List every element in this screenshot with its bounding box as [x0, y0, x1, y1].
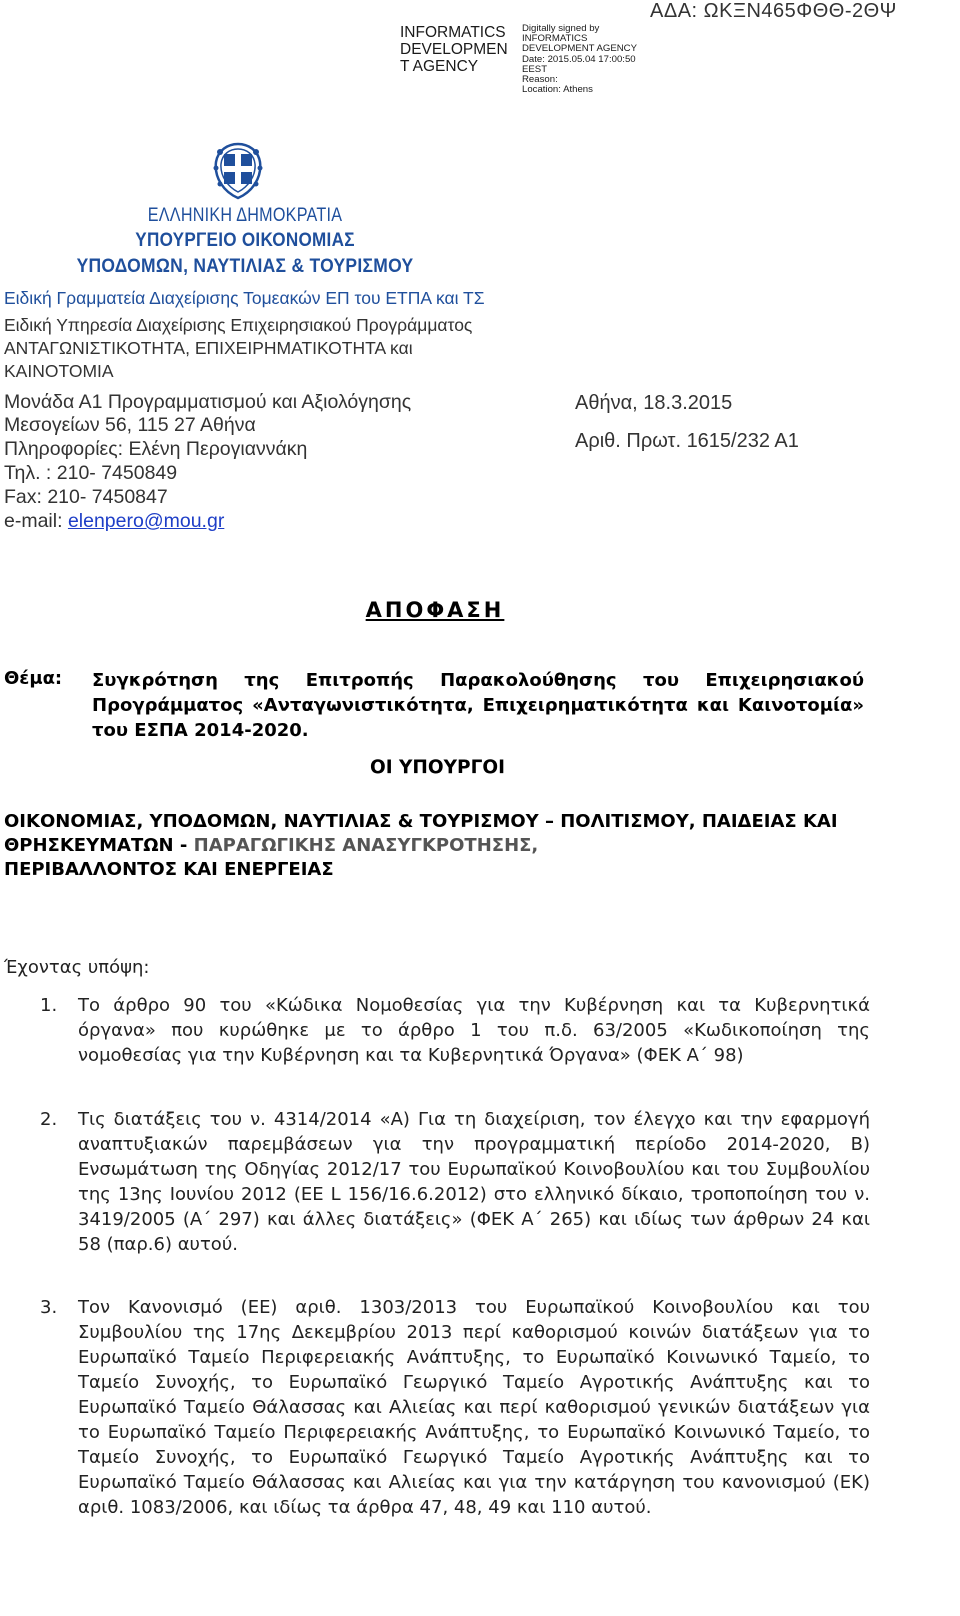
- list-item-text: Τον Κανονισμό (ΕΕ) αριθ. 1303/2013 του Ευρωπαϊκού Κοινοβουλίου και του Συμβουλίου της 17ης Δεκεμβρίου 2013 περί καθορισμού κοινών διατάξεων για το Ευρωπαϊκό Ταμείο Περιφερειακής Ανάπτυξης, το Ευρωπαϊκό Κοινωνικό Ταμείο, το Ταμείο Συνοχής, το Ευρωπαϊκό Γεωργικό Ταμείο Αγροτικής Ανάπτυξης και το Ευρωπαϊκό Ταμείο Θάλασσας και Αλιείας και περί καθορισμού γενικών διατάξεων για το Ευρωπαϊκό Ταμείο Περιφερειακής Ανάπτυξης, το Ευρωπαϊκό Κοινωνικό Ταμείο, το Ταμείο Συνοχής, το Ευρωπαϊκό Γεωργικό Ταμείο Αγροτικής Ανάπτυξης και το Ευρωπαϊκό Ταμείο Θάλασσας και Αλιείας και για την κατάργηση του κανονισμού (ΕΚ) αριθ. 1083/2006, και ιδίως τα άρθρα 47, 48, 49 και 110 αυτού.: [78, 1297, 870, 1518]
- subject-label: Θέμα:: [4, 668, 63, 689]
- sender-secretariat: Ειδική Γραμματεία Διαχείρισης Τομεακών ΕΠ του ΕΤΠΑ και ΤΣ: [4, 288, 485, 308]
- sender-email-line: [4, 510, 224, 533]
- sender-fax: Fax: 210- 7450847: [4, 486, 168, 508]
- signature-details: [522, 24, 642, 95]
- logo-ministry-2: ΥΠΟΔΟΜΩΝ, ΝΑΥΤΙΛΙΑΣ & ΤΟΥΡΙΣΜΟΥ: [76, 256, 414, 277]
- list-item-text: Το άρθρο 90 του «Κώδικα Νομοθεσίας για την Κυβέρνηση και τα Κυβερνητικά όργανα» που κυρώθηκε με το άρθρο 1 του π.δ. 63/2005 «Κωδικοποίηση της νομοθεσίας για την Κυβέρνηση και τα Κυβερνητικά Όργανα» (ΦΕΚ Α΄ 98): [78, 995, 870, 1066]
- list-item-number: 1.: [40, 995, 58, 1016]
- subject-text: Συγκρότηση της Επιτροπής Παρακολούθησης του Επιχειρησιακού Προγράμματος «Ανταγωνιστικότητα, Επιχειρηματικότητα και Καινοτομία» του ΕΣΠΑ 2014-2020.: [92, 670, 864, 741]
- having-regard: Έχοντας υπόψη:: [4, 957, 150, 978]
- signature-reason: Reason:: [522, 74, 558, 86]
- decision-title: ΑΠΟΦΑΣΗ: [365, 598, 505, 622]
- ministers-heading: ΟΙ ΥΠΟΥΡΓΟΙ: [369, 757, 505, 778]
- list-item-number: 2.: [40, 1109, 58, 1130]
- sender-service: Ειδική Υπηρεσία Διαχείρισης Επιχειρησιακού Προγράμματος: [4, 315, 473, 335]
- list-item-text: Τις διατάξεις του ν. 4314/2014 «Α) Για τη διαχείριση, τον έλεγχο και την εφαρμογή αναπτυξιακών παρεμβάσεων για την προγραμματική περίοδο 2014-2020, Β) Ενσωμάτωση της Οδηγίας 2012/17 του Ευρωπαϊκού Κοινοβουλίου και του Συμβουλίου της 13ης Ιουνίου 2012 (ΕΕ L 156/16.6.2012) στο ελληνικό δίκαιο, τροποποίηση του ν. 3419/2005 (Α΄ 297) και άλλες διατάξεις» (ΦΕΚ Α΄ 265) και ιδίως των άρθρων 24 και 58 (παρ.6) αυτού.: [78, 1109, 870, 1255]
- logo-republic: ΕΛΛΗΝΙΚΗ ΔΗΜΟΚΡΑΤΙΑ: [147, 205, 343, 226]
- sender-address: Μεσογείων 56, 115 27 Αθήνα: [4, 414, 256, 436]
- sender-program-2: ΚΑΙΝΟΤΟΜΙΑ: [4, 361, 114, 381]
- list-item: [40, 993, 870, 1068]
- sender-program-1: ΑΝΤΑΓΩΝΙΣΤΙΚΟΤΗΤΑ, ΕΠΙΧΕΙΡΗΜΑΤΙΚΟΤΗΤΑ και: [4, 338, 413, 358]
- signature-tz: EEST: [522, 63, 548, 75]
- protocol-number: Αριθ. Πρωτ. 1615/232 Α1: [575, 430, 799, 452]
- list-item: [40, 1295, 870, 1520]
- ministries-part-2: ΠΑΡΑΓΩΓΙΚΗΣ ΑΝΑΣΥΓΚΡΟΤΗΣΗΣ,: [193, 835, 539, 856]
- email-link[interactable]: elenpero@mou.gr: [67, 510, 225, 532]
- list-item: [40, 1107, 870, 1257]
- list-item-number: 3.: [40, 1297, 58, 1318]
- logo-ministry: ΥΠΟΥΡΓΕΙΟ ΟΙΚΟΝΟΜΙΑΣ: [135, 230, 355, 251]
- signature-signed-by: INFORMATICS DEVELOPMENT AGENCY: [522, 33, 637, 55]
- place-date: Αθήνα, 18.3.2015: [575, 392, 733, 414]
- ministries: [4, 810, 864, 882]
- signature-date: Date: 2015.05.04 17:00:50: [522, 53, 636, 65]
- sender-info: Πληροφορίες: Ελένη Περογιαννάκη: [4, 438, 308, 460]
- sender-email-label: e-mail:: [4, 510, 68, 532]
- greek-emblem-icon: [210, 140, 266, 205]
- signature-signed-by-label: Digitally signed by: [522, 23, 600, 34]
- sender-phone: Τηλ. : 210- 7450849: [4, 462, 178, 484]
- ministries-part-1: ΟΙΚΟΝΟΜΙΑΣ, ΥΠΟΔΟΜΩΝ, ΝΑΥΤΙΛΙΑΣ & ΤΟΥΡΙΣΜΟΥ – ΠΟΛΙΤΙΣΜΟΥ, ΠΑΙΔΕΙΑΣ ΚΑΙ ΘΡΗΣΚΕΥΜΑΤΩΝ -: [4, 811, 838, 856]
- ministries-part-3: ΠΕΡΙΒΑΛΛΟΝΤΟΣ ΚΑΙ ΕΝΕΡΓΕΙΑΣ: [4, 859, 334, 880]
- sender-unit: Μονάδα Α1 Προγραμματισμού και Αξιολόγησης: [4, 391, 412, 413]
- signature-location: Location: Athens: [522, 84, 593, 96]
- ada-code: ΑΔΑ: ΩΚΞΝ465ΦΘΘ-2ΘΨ: [650, 0, 897, 22]
- signature-agency: INFORMATICS DEVELOPMEN T AGENCY: [400, 24, 508, 75]
